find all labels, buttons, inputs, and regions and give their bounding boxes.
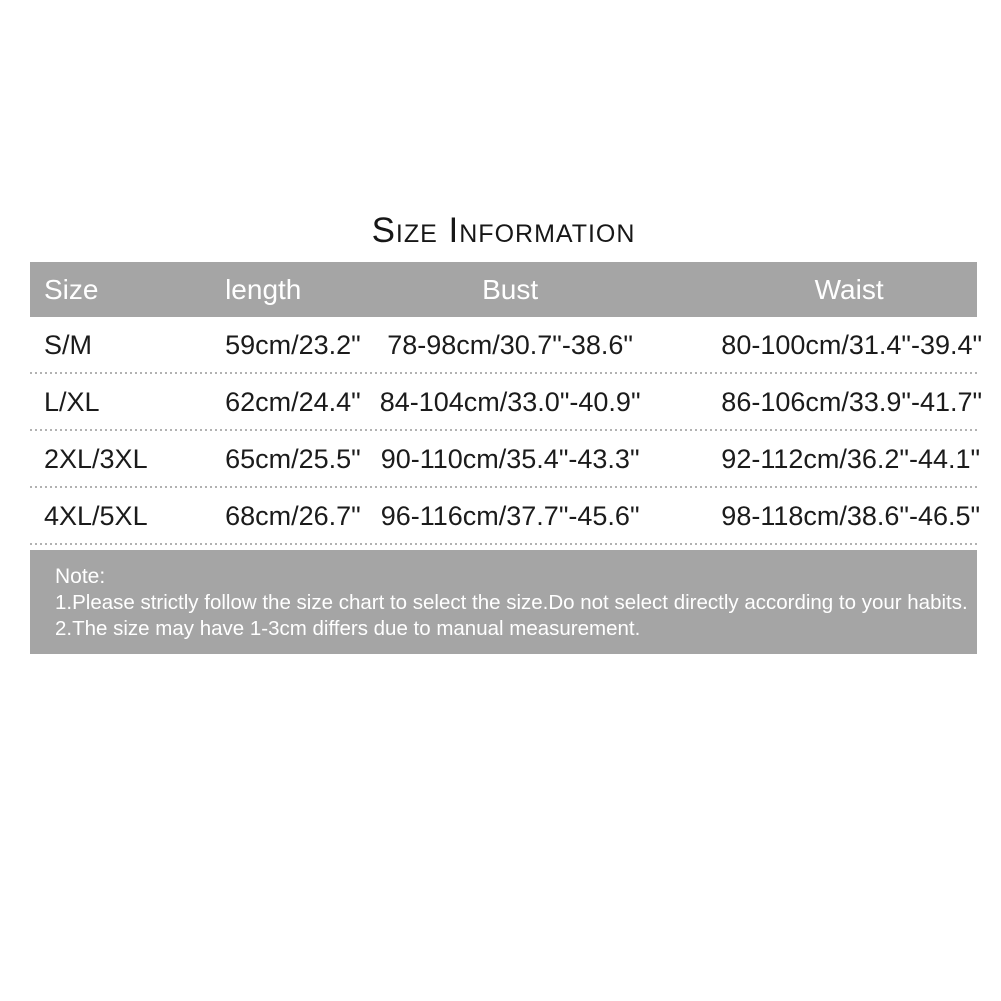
- cell-size: L/XL: [44, 387, 100, 417]
- page-title: Size Information: [371, 211, 636, 250]
- cell-size: 2XL/3XL: [44, 444, 148, 474]
- table-row: [30, 317, 983, 374]
- cell-waist: 98-118cm/38.6"-46.5": [721, 501, 981, 531]
- cell-bust: 78-98cm/30.7"-38.6": [387, 330, 634, 360]
- cell-bust: 96-116cm/37.7"-45.6": [380, 501, 640, 531]
- cell-length: 59cm/23.2": [225, 330, 361, 360]
- column-header-size: Size: [44, 273, 99, 305]
- table-row: [30, 488, 981, 545]
- row-separator: [30, 543, 977, 545]
- cell-length: 65cm/25.5": [225, 444, 361, 474]
- table-header-row: [30, 262, 977, 317]
- cell-size: S/M: [44, 330, 93, 360]
- cell-waist: 92-112cm/36.2"-44.1": [721, 444, 981, 474]
- cell-length: 62cm/24.4": [225, 387, 361, 417]
- note-heading: Note:: [55, 565, 106, 588]
- column-header-waist: Waist: [814, 273, 884, 305]
- table-row: [30, 431, 981, 488]
- cell-size: 4XL/5XL: [44, 501, 148, 531]
- cell-waist: 80-100cm/31.4"-39.4": [721, 330, 983, 360]
- size-chart-sheet: [30, 211, 983, 654]
- cell-bust: 90-110cm/35.4"-43.3": [380, 444, 640, 474]
- note-box: [30, 550, 977, 654]
- cell-bust: 84-104cm/33.0"-40.9": [379, 387, 641, 417]
- column-header-bust: Bust: [482, 273, 539, 305]
- cell-length: 68cm/26.7": [225, 501, 361, 531]
- cell-waist: 86-106cm/33.9"-41.7": [721, 387, 983, 417]
- note-line-2: 2.The size may have 1-3cm differs due to manual measurement.: [55, 616, 641, 640]
- table-row: [30, 374, 983, 431]
- column-header-length: length: [225, 273, 302, 305]
- note-line-1: 1.Please strictly follow the size chart to select the size.Do not select directly according to your habits.: [55, 591, 968, 614]
- table-body: [30, 317, 983, 545]
